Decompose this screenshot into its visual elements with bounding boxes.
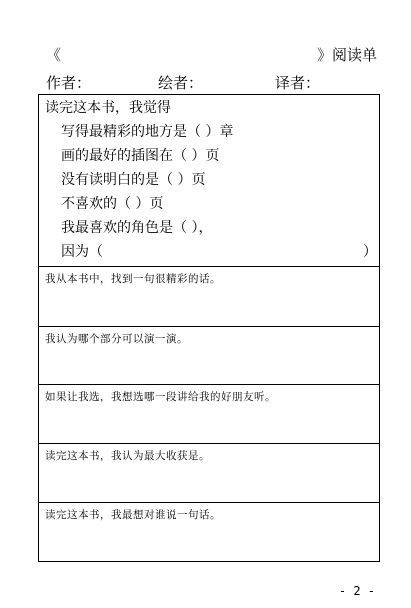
row-divider — [39, 326, 379, 327]
prompt-share-with-friend: 如果让我选，我想选哪一段讲给我的好朋友听。 — [45, 391, 276, 403]
reflection-line-because: 因为（ — [61, 244, 103, 260]
author-label: 作者： — [46, 74, 92, 92]
reflection-line-disliked: 不喜欢的（ ）页 — [61, 196, 164, 212]
prompt-favorite-sentence: 我从本书中，找到一句很精彩的话。 — [45, 273, 221, 285]
title-open-bracket: 《 — [46, 46, 62, 64]
reflection-intro: 读完这本书，我觉得 — [45, 100, 171, 116]
translator-label: 译者： — [275, 74, 321, 92]
illustrator-label: 绘者： — [158, 74, 204, 92]
row-divider — [39, 502, 379, 503]
reflection-line-favorite-character: 我最喜欢的角色是（ ）， — [61, 220, 213, 236]
prompt-biggest-gain: 读完这本书，我认为最大收获是。 — [45, 450, 210, 462]
page-number: - 2 - — [338, 584, 375, 598]
row-divider — [39, 384, 379, 385]
row-divider — [39, 443, 379, 444]
reflection-line-best-illustration: 画的最好的插图在（ ）页 — [61, 148, 220, 164]
reflection-closing-paren: ） — [363, 244, 377, 260]
reading-sheet-table — [38, 94, 380, 562]
prompt-say-to-someone: 读完这本书，我最想对谁说一句话。 — [45, 509, 221, 521]
reflection-line-not-understood: 没有读明白的是（ ）页 — [61, 172, 206, 188]
title-reading-sheet: 》阅读单 — [317, 46, 378, 64]
prompt-act-out-part: 我认为哪个部分可以演一演。 — [45, 333, 188, 345]
row-divider — [39, 266, 379, 267]
reflection-line-best-chapter: 写得最精彩的地方是（ ）章 — [61, 124, 234, 140]
